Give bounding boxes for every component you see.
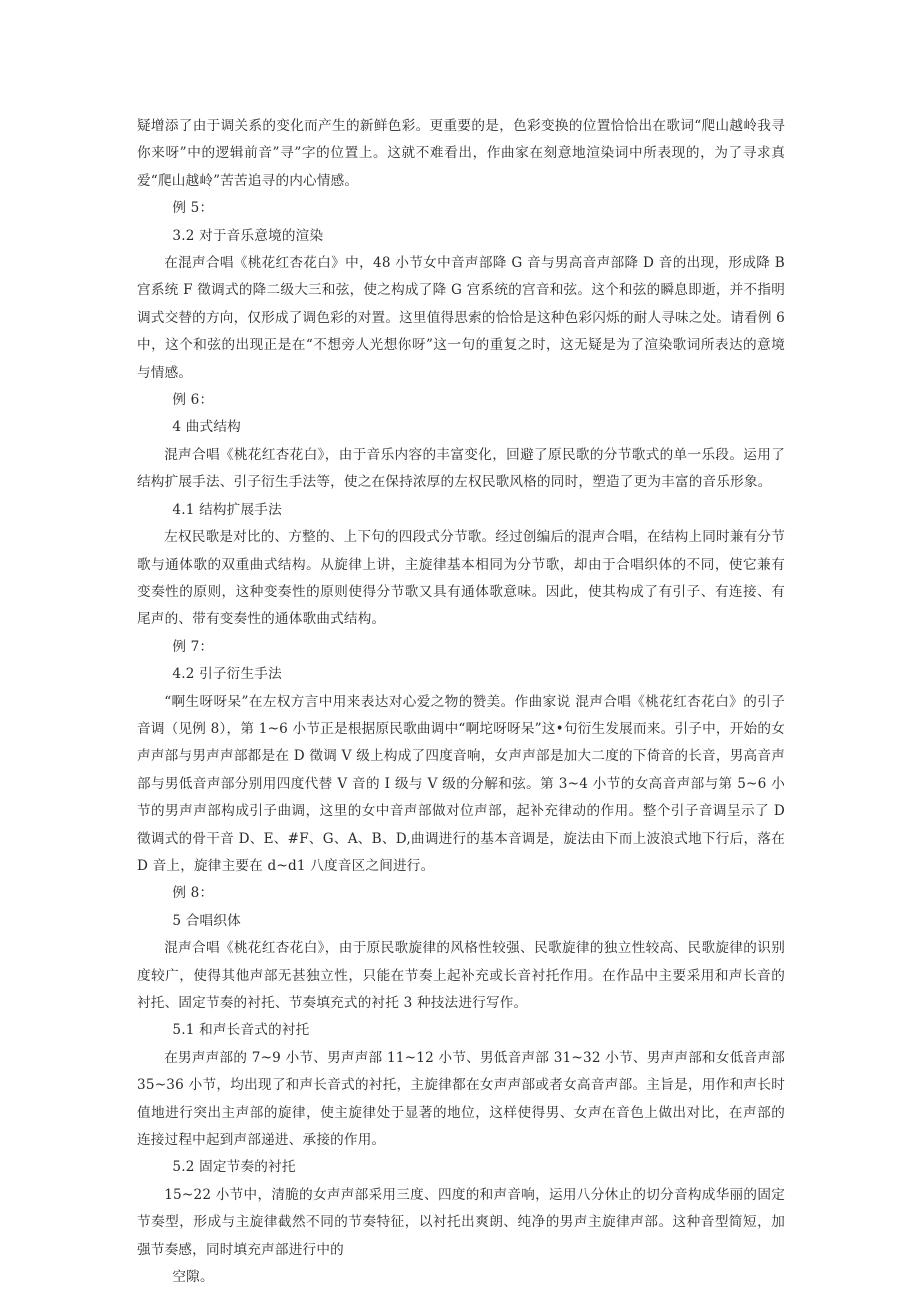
document-page <box>137 113 785 1291</box>
body-paragraph: 混声合唱《桃花红杏花白》，由于原民歌旋律的风格性较强、民歌旋律的独立性较高、民歌旋律的识别度较广，使得其他声部无甚独立性，只能在节奏上起补充或长音衬托作用。在作品中主要采用和声长音的衬托、固定节奏的衬托、节奏填充式的衬托 3 种技法进行写作。 <box>137 940 785 1011</box>
section-heading: 4 曲式结构 <box>172 419 241 436</box>
body-paragraph: 混声合唱《桃花红杏花白》，由于音乐内容的丰富变化，回避了原民歌的分节歌式的单一乐段。运用了结构扩展手法、引子衍生手法等，使之在保持浓厚的左权民歌风格的同时，塑造了更为丰富的音乐形象。 <box>137 446 785 491</box>
body-paragraph: 在男声声部的 7~9 小节、男声声部 11~12 小节、男低音声部 31~32 小节、男声声部和女低音声部 35~36 小节，均出现了和声长音式的衬托，主旋律都在女声声部或者女高音声部。主旨是，用作和声长时值地进行突出主声部的旋律，使主旋律处于显著的地位，这样使得男、女声在音色上做出对比，在声部的连接过程中起到声部递进、承接的作用。 <box>137 1049 785 1149</box>
body-paragraph: 左权民歌是对比的、方整的、上下句的四段式分节歌。经过创编后的混声合唱，在结构上同时兼有分节歌与通体歌的双重曲式结构。从旋律上讲，主旋律基本相同为分节歌，却由于合唱织体的不同，使它兼有变奏性的原则，这种变奏性的原则使得分节歌又具有通体歌意味。因此，使其构成了有引子、有连接、有尾声的、带有变奏性的通体歌曲式结构。 <box>137 529 785 628</box>
body-paragraph: 在混声合唱《桃花红杏花白》中，48 小节女中音声部降 G 音与男高音声部降 D 音的出现，形成降 B 宫系统 F 徵调式的降二级大三和弦，使之构成了降 G 宫系统的宫音和弦。这个和弦的瞬息即逝，并不指明调式交替的方向，仅形成了调色彩的对置。这里值得思索的恰恰是这种色彩闪烁的耐人寻味之处。请看例 6 中，这个和弦的出现正是在“不想旁人光想你呀”这一句的重复之时，这无疑是为了渲染歌词所表达的意境与情感。 <box>137 255 785 381</box>
section-heading: 5.1 和声长音式的衬托 <box>172 1022 310 1039</box>
section-heading: 3.2 对于音乐意境的渲染 <box>172 227 324 244</box>
section-heading: 例 8： <box>172 885 214 902</box>
section-heading: 4.2 引子衍生手法 <box>172 666 282 683</box>
section-heading: 例 7： <box>172 638 214 655</box>
body-paragraph: “啊生呀呀呆”在左权方言中用来表达对心爱之物的赞美。作曲家说 混声合唱《桃花红杏花白》的引子音调（见例 8），第 1~6 小节正是根据原民歌曲调中“啊坨呀呀呆”这•句衍生发展而来。引子中，开始的女声声部与男声声部都是在 D 徵调 V 级上构成了四度音响，女声声部是加大二度的下倚音的长音，男高音声部与男低音声部分别用四度代替 V 音的 I 级与 V 级的分解和弦。第 3~4 小节的女高音声部与第 5~6 小节的男声声部构成引子曲调，这里的女中音声部做对位声部，起补充律动的作用。整个引子音调呈示了 D 徵调式的骨干音 D、E、#F、G、A、B、D,曲调进行的基本音调是，旋法由下而上波浪式地下行后，落在 D 音上，旋律主要在 d~d1 八度音区之间进行。 <box>137 693 785 874</box>
section-heading: 5.2 固定节奏的衬托 <box>172 1159 296 1176</box>
section-heading: 空隙。 <box>172 1269 214 1286</box>
body-paragraph: 疑增添了由于调关系的变化而产生的新鲜色彩。更重要的是，色彩变换的位置恰恰出在歌词“爬山越岭我寻你来呀”中的逻辑前音”寻”字的位置上。这就不难看出，作曲家在刻意地渲染词中所表现的，为了寻求真爱“爬山越岭”苦苦追寻的内心情感。 <box>137 118 785 189</box>
section-heading: 例 5： <box>172 200 214 217</box>
section-heading: 5 合唱织体 <box>172 912 241 929</box>
section-heading: 4.1 结构扩展手法 <box>172 501 282 518</box>
body-paragraph: 15~22 小节中，清脆的女声声部采用三度、四度的和声音响，运用八分休止的切分音构成华丽的固定节奏型，形成与主旋律截然不同的节奏特征，以衬托出爽朗、纯净的男声主旋律声部。这种音型简短，加强节奏感，同时填充声部进行中的 <box>137 1186 785 1258</box>
section-heading: 例 6： <box>172 392 214 409</box>
